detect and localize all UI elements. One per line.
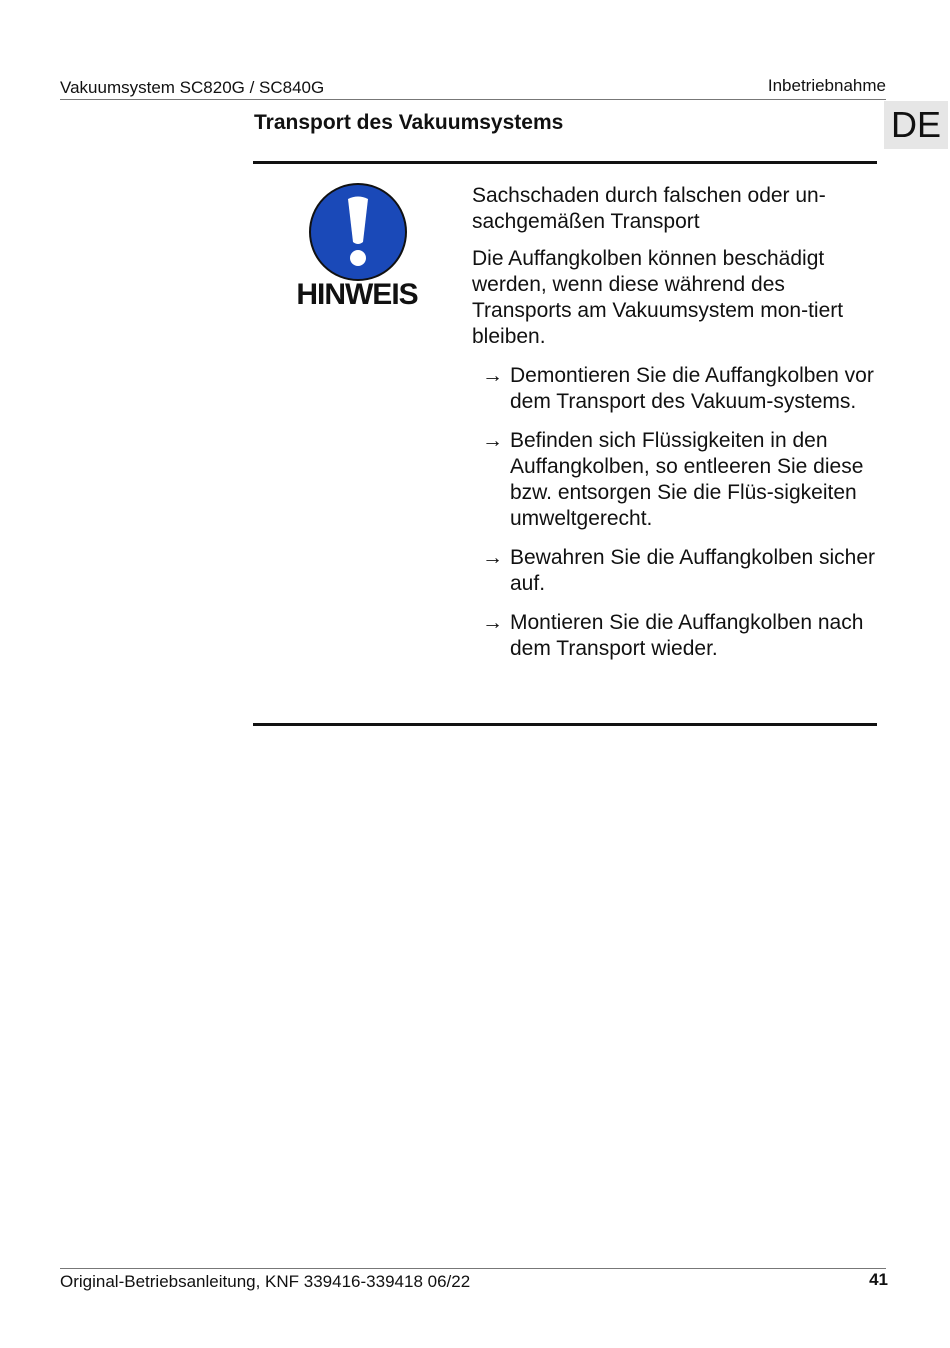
action-item [482, 610, 882, 662]
arrow-right-icon: → [482, 429, 503, 452]
notice-top-rule [253, 161, 877, 164]
action-item [482, 428, 882, 532]
notice-label: HINWEIS [296, 278, 418, 311]
action-text: Bewahren Sie die Auffangkolben sicher auf. [510, 546, 876, 595]
exclamation-mandatory-sign-icon [308, 182, 408, 282]
notice-body: Die Auffangkolben können beschädigt werden, wenn diese während des Transports am Vakuumsystem mon-tiert bleiben. [472, 247, 844, 348]
header-product: Vakuumsystem SC820G / SC840G [60, 78, 325, 97]
arrow-right-icon: → [482, 611, 503, 634]
header-chapter: Inbetriebnahme [767, 76, 886, 95]
action-list [482, 363, 882, 675]
notice-bottom-rule [253, 723, 877, 726]
page-number: 41 [869, 1270, 888, 1289]
header-divider [60, 99, 886, 100]
footer-doc-ref: Original-Betriebsanleitung, KNF 339416-339418 06/22 [60, 1272, 471, 1291]
action-item [482, 545, 882, 597]
language-tab: DE [884, 101, 948, 149]
action-item [482, 363, 882, 415]
action-text: Befinden sich Flüssigkeiten in den Auffangkolben, so entleeren Sie diese bzw. entsorgen Sie die Flüs-sigkeiten umweltgerecht. [510, 429, 864, 530]
action-text: Demontieren Sie die Auffangkolben vor dem Transport des Vakuum-systems. [510, 364, 874, 413]
footer-divider [60, 1268, 886, 1269]
section-title: Transport des Vakuumsystems [254, 111, 564, 134]
action-text: Montieren Sie die Auffangkolben nach dem Transport wieder. [510, 611, 864, 660]
arrow-right-icon: → [482, 364, 503, 387]
notice-heading: Sachschaden durch falschen oder un-sachgemäßen Transport [472, 184, 826, 233]
arrow-right-icon: → [482, 546, 503, 569]
